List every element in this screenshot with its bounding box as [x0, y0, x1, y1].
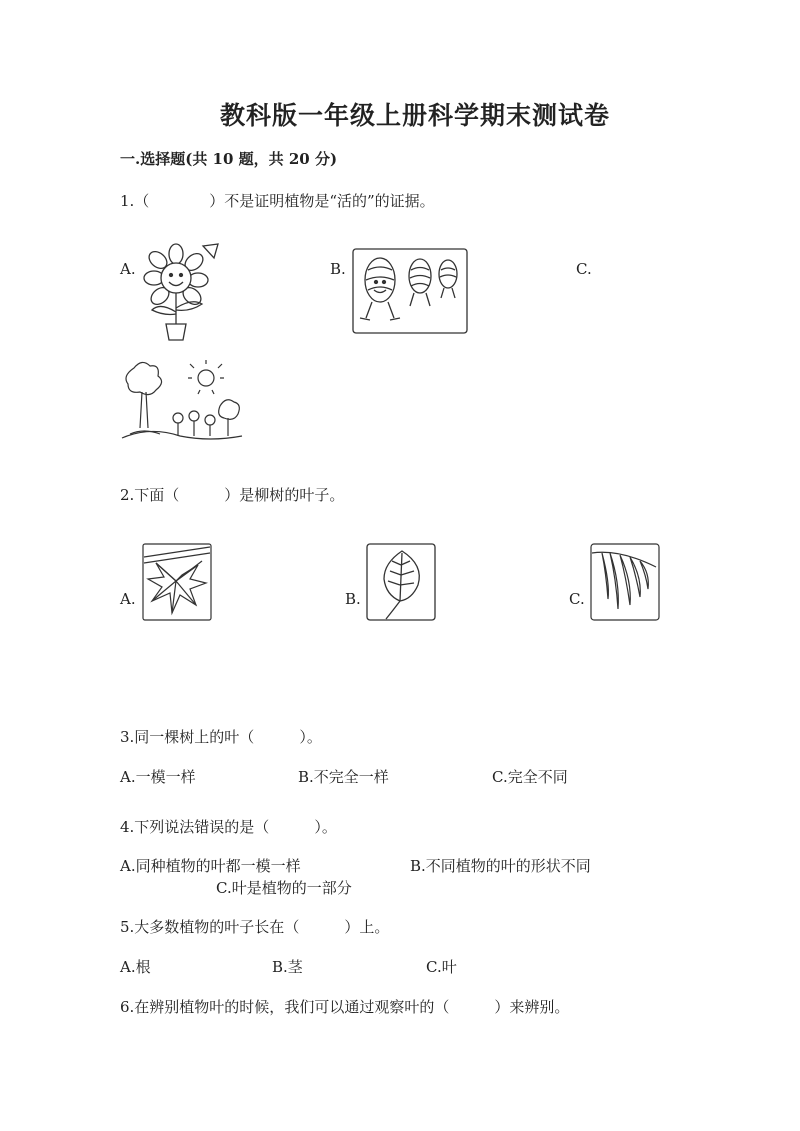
q2-maple-leaf-picture: [142, 543, 212, 621]
q5-option-c[interactable]: C.叶: [426, 958, 457, 976]
q2-option-a-label[interactable]: A.: [120, 590, 136, 608]
q2-willow-leaf-picture: [590, 543, 660, 621]
q5-option-b[interactable]: B.茎: [272, 958, 303, 976]
q1-pinecone-picture: [352, 248, 468, 334]
q3-option-a[interactable]: A.一模一样: [120, 768, 196, 786]
q4-option-a[interactable]: A.同种植物的叶都一模一样: [120, 857, 301, 875]
q1-scene-picture: [120, 358, 244, 444]
q4-option-c[interactable]: C.叶是植物的一部分: [216, 879, 352, 897]
question-1-stem: 1.（ ）不是证明植物是“活的”的证据。: [120, 192, 435, 210]
question-4-stem: 4.下列说法错误的是（ ）。: [120, 818, 337, 836]
q3-option-c[interactable]: C.完全不同: [492, 768, 568, 786]
q5-option-a[interactable]: A.根: [120, 958, 151, 976]
q2-option-c-label[interactable]: C.: [569, 590, 585, 608]
q3-option-b[interactable]: B.不完全一样: [298, 768, 389, 786]
section-heading: 一.选择题(共 10 题，共 20 分): [120, 150, 338, 168]
q1-flower-picture: [138, 242, 223, 342]
question-2-stem: 2.下面（ ）是柳树的叶子。: [120, 486, 345, 504]
question-3-stem: 3.同一棵树上的叶（ ）。: [120, 728, 322, 746]
page-title: 教科版一年级上册科学期末测试卷: [220, 101, 611, 130]
q2-oval-leaf-picture: [366, 543, 436, 621]
q1-option-b-label[interactable]: B.: [330, 260, 346, 278]
q2-option-b-label[interactable]: B.: [345, 590, 361, 608]
question-6-stem: 6.在辨别植物叶的时候，我们可以通过观察叶的（ ）来辨别。: [120, 998, 570, 1016]
question-5-stem: 5.大多数植物的叶子长在（ ）上。: [120, 918, 390, 936]
q4-option-b[interactable]: B.不同植物的叶的形状不同: [410, 857, 591, 875]
q1-option-a-label[interactable]: A.: [120, 260, 136, 278]
q1-option-c-label[interactable]: C.: [576, 260, 592, 278]
